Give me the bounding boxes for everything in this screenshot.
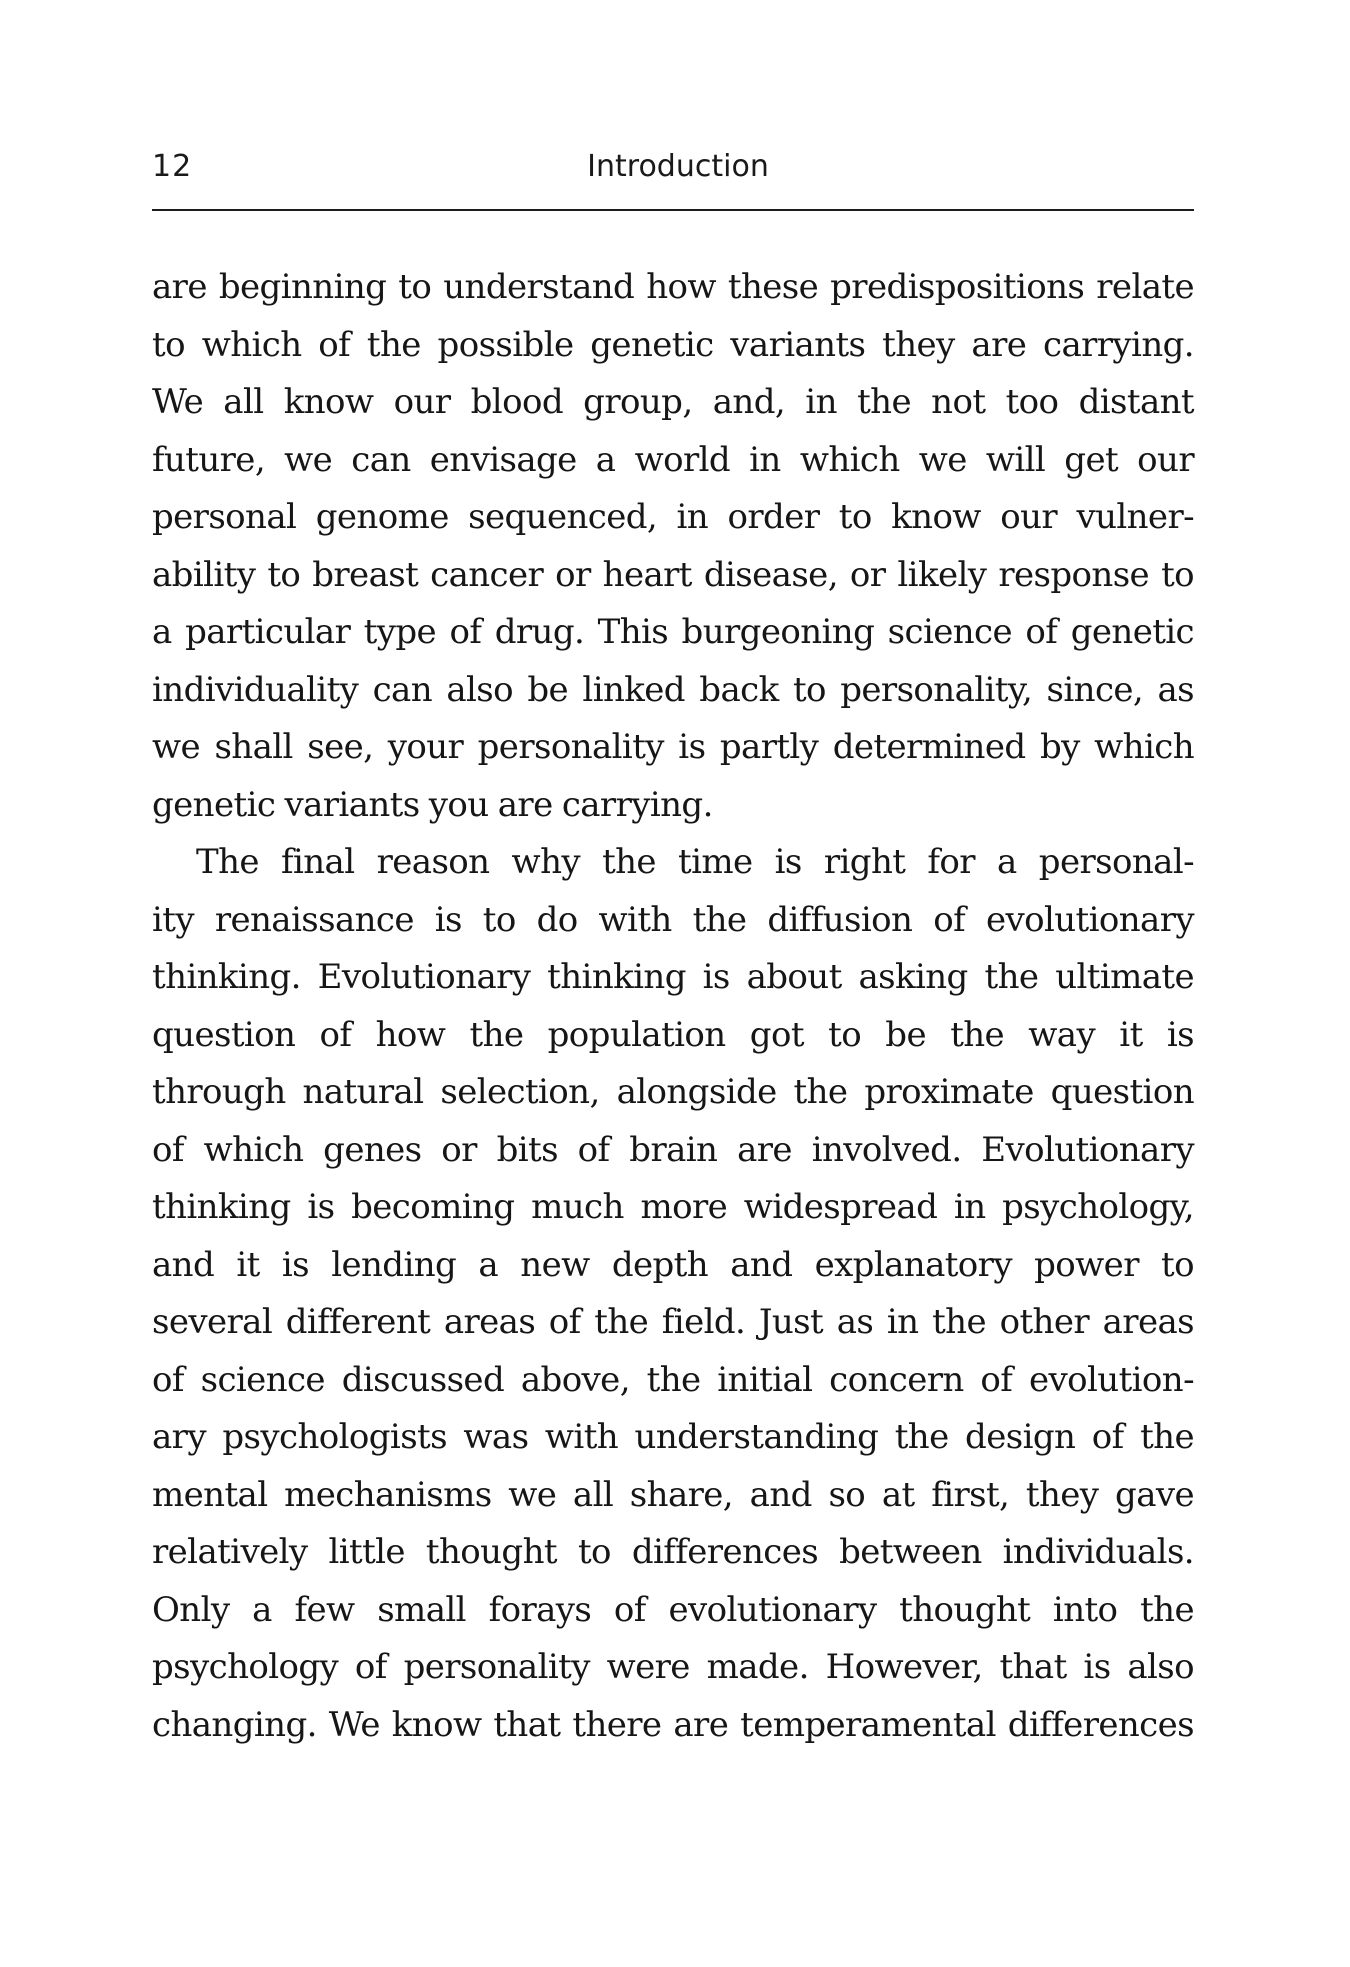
text-line: a particular type of drug. This burgeoning science of genetic: [152, 612, 1194, 652]
running-title: Introduction: [587, 149, 769, 184]
text-line: and it is lending a new depth and explanatory power to: [152, 1244, 1194, 1285]
text-line: individuality can also be linked back to personality, since, as: [152, 669, 1194, 710]
text-line: are beginning to understand how these predispositions relate: [152, 267, 1194, 307]
text-line: relatively little thought to differences between individuals.: [152, 1532, 1194, 1572]
text-line: of which genes or bits of brain are involved. Evolutionary: [152, 1129, 1194, 1170]
text-line: ability to breast cancer or heart disease, or likely response to: [152, 554, 1194, 595]
text-line: we shall see, your personality is partly determined by which: [152, 727, 1194, 767]
text-line: ary psychologists was with understanding the design of the: [152, 1417, 1194, 1457]
body-text: [152, 259, 1194, 1754]
text-line: several different areas of the field. Just as in the other areas: [152, 1302, 1194, 1342]
text-line: of science discussed above, the initial concern of evolution-: [152, 1359, 1194, 1400]
text-line: future, we can envisage a world in which we will get our: [152, 439, 1194, 480]
text-line: through natural selection, alongside the proximate question: [152, 1072, 1194, 1112]
text-line: thinking. Evolutionary thinking is about asking the ultimate: [152, 957, 1194, 997]
paragraph-end-line: genetic variants you are carrying.: [152, 784, 713, 825]
running-head: [152, 145, 1194, 189]
text-line: We all know our blood group, and, in the not too distant: [152, 382, 1194, 422]
page-number: 12: [152, 149, 193, 184]
text-line: thinking is becoming much more widespread in psychology,: [152, 1187, 1194, 1227]
text-line: question of how the population got to be the way it is: [152, 1014, 1194, 1055]
paragraph-first-line: The final reason why the time is right for a personal-: [196, 842, 1194, 882]
text-line: mental mechanisms we all share, and so at first, they gave: [152, 1474, 1194, 1515]
text-line: Only a few small forays of evolutionary thought into the: [152, 1589, 1194, 1630]
text-line: changing. We know that there are temperamental differences: [152, 1704, 1194, 1745]
text-line: to which of the possible genetic variants they are carrying.: [152, 324, 1194, 365]
header-rule: [152, 209, 1194, 211]
text-line: psychology of personality were made. However, that is also: [152, 1647, 1194, 1687]
text-line: ity renaissance is to do with the diffusion of evolutionary: [152, 899, 1194, 940]
text-line: personal genome sequenced, in order to know our vulner-: [152, 497, 1194, 537]
